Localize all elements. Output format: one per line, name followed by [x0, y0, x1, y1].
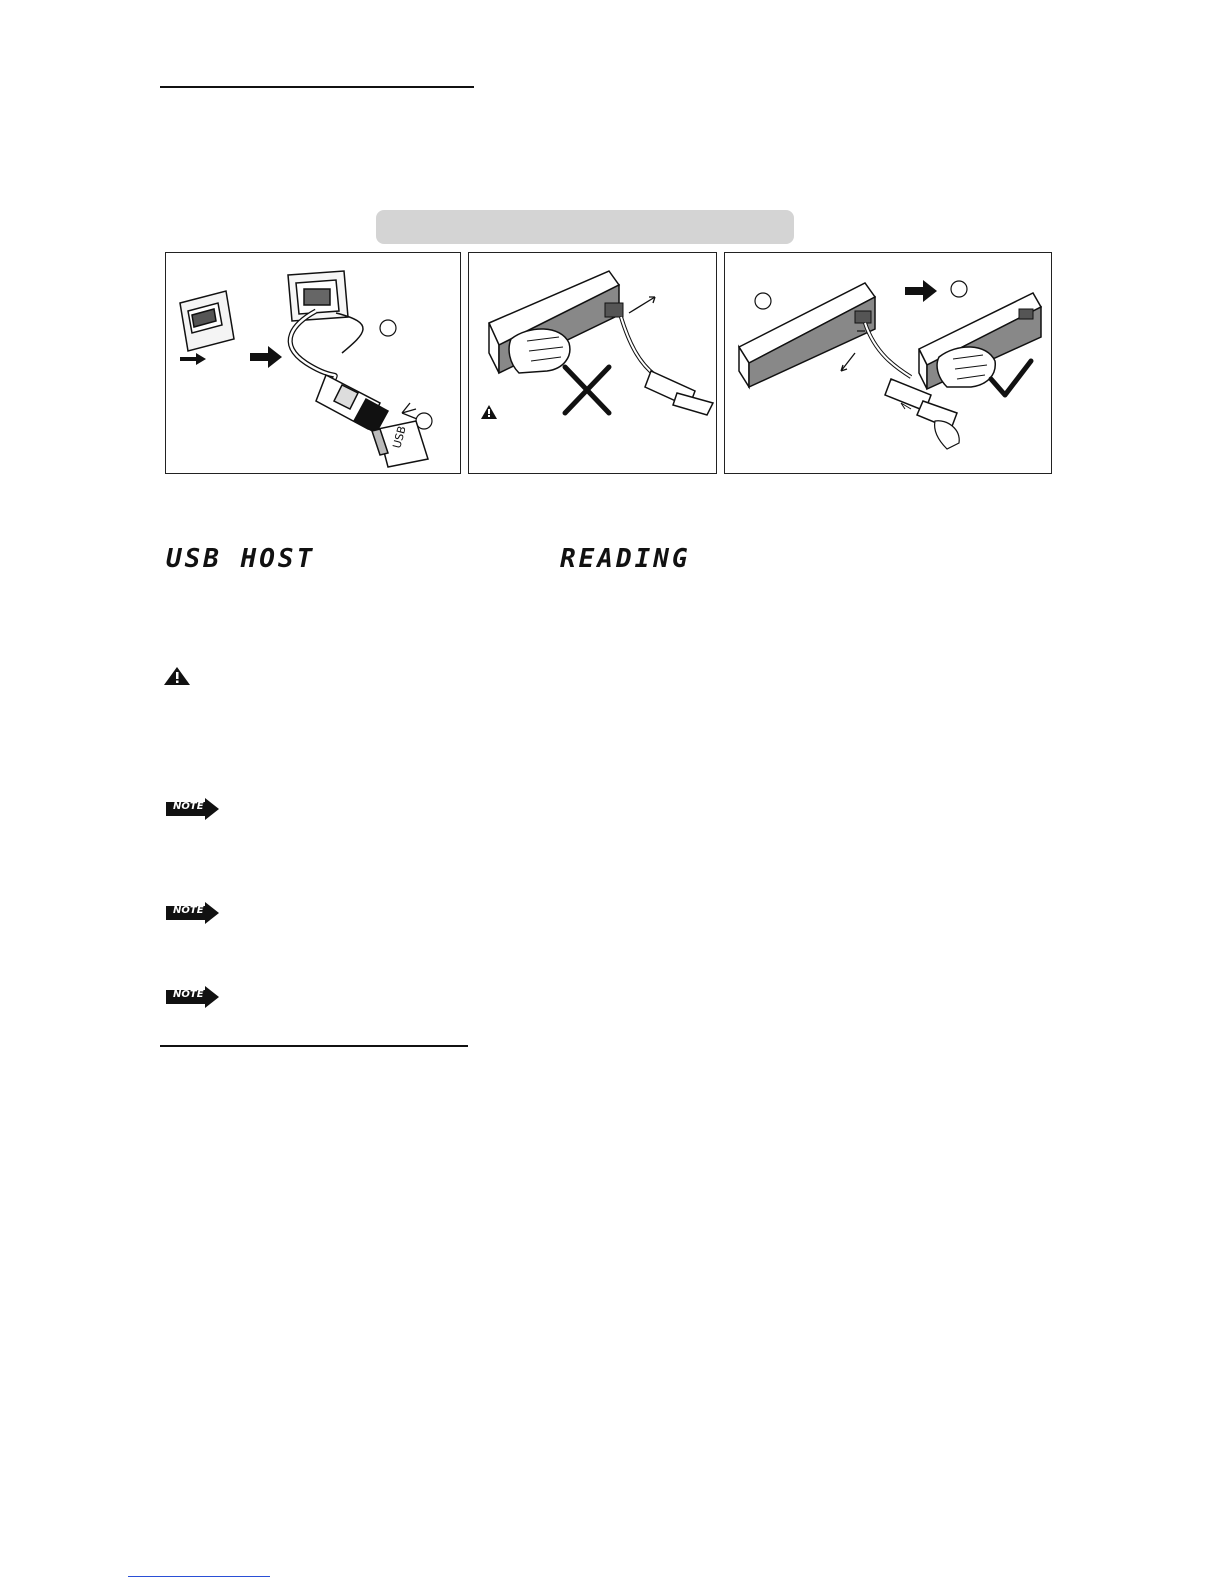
big-arrow-icon	[250, 346, 282, 368]
section-rule	[160, 1045, 468, 1047]
step-marker-2	[951, 281, 967, 297]
cross-mark-icon	[565, 367, 609, 413]
display-text-reading: READING	[560, 544, 691, 574]
usb-connector	[316, 375, 388, 433]
note-label: NOTE	[173, 905, 204, 916]
warning-triangle-icon	[162, 665, 192, 692]
figure-panel-wrong-removal	[468, 252, 717, 474]
check-mark-icon	[991, 361, 1031, 395]
svg-text:USB: USB	[390, 424, 409, 450]
figure-panel-correct-removal	[724, 252, 1052, 474]
note-label: NOTE	[173, 801, 204, 812]
step-marker-1	[380, 320, 396, 336]
small-arrow-icon	[180, 353, 206, 365]
note-arrow-icon	[165, 902, 221, 929]
usb-port-closeup	[180, 291, 234, 351]
top-rule	[160, 86, 474, 88]
note-label: NOTE	[173, 989, 204, 1000]
warning-triangle-icon	[481, 405, 497, 419]
note-arrow-icon	[165, 986, 221, 1013]
step-marker-1	[755, 293, 771, 309]
figure-panel-connect-usb	[165, 252, 461, 474]
bottom-link-underline[interactable]	[128, 1576, 270, 1577]
figure-heading-bar	[376, 210, 794, 244]
big-arrow-icon	[905, 280, 937, 302]
note-arrow-icon	[165, 798, 221, 825]
display-text-usb-host: USB HOST	[166, 544, 316, 574]
